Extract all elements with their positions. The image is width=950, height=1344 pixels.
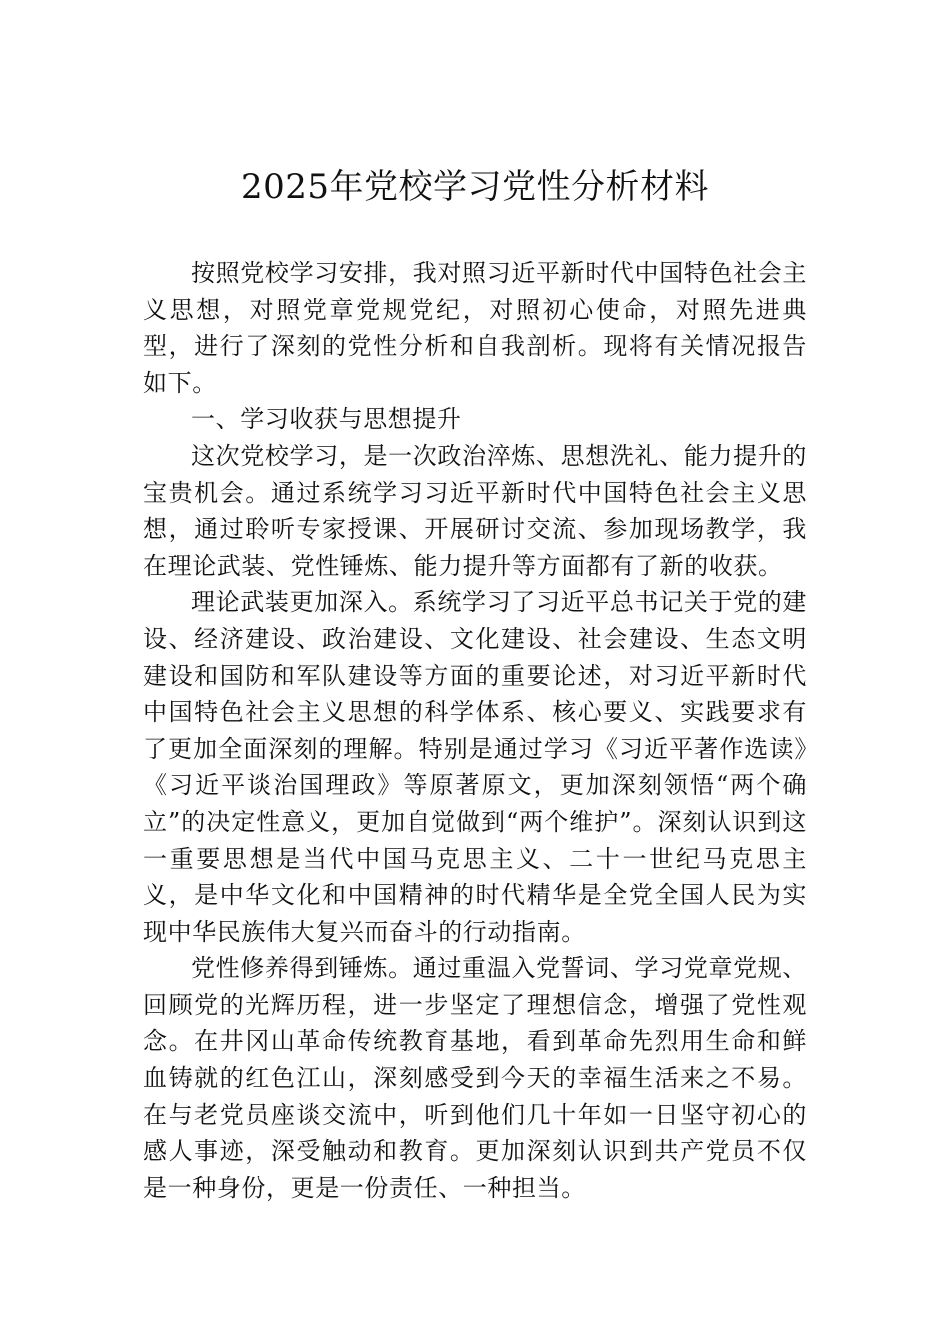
document-title: 2025年党校学习党性分析材料 [240,167,710,207]
section-1-paragraph-3: 党性修养得到锤炼。通过重温入党誓词、学习党章党规、回顾党的光辉历程，进一步坚定了理想信念，增强了党性观念。在井冈山革命传统教育基地，看到革命先烈用生命和鲜血铸就的红色江山，深刻感受到今天的幸福生活来之不易。在与老党员座谈交流中，听到他们几十年如一日坚守初心的感人事迹，深受触动和教育。更加深刻认识到共产党员不仅是一种身份，更是一份责任、一种担当。 [143,954,807,1202]
section-heading-1: 一、学习收获与思想提升 [191,405,462,434]
section-1-paragraph-1: 这次党校学习，是一次政治淬炼、思想洗礼、能力提升的宝贵机会。通过系统学习习近平新时代中国特色社会主义思想，通过聆听专家授课、开展研讨交流、参加现场教学，我在理论武装、党性锤炼、能力提升等方面都有了新的收获。 [143,441,807,580]
section-1-paragraph-2: 理论武装更加深入。系统学习了习近平总书记关于党的建设、经济建设、政治建设、文化建设、社会建设、生态文明建设和国防和军队建设等方面的重要论述，对习近平新时代中国特色社会主义思想的科学体系、核心要义、实践要求有了更加全面深刻的理解。特别是通过学习《习近平著作选读》《习近平谈治国理政》等原著原文，更加深刻领悟“两个确立”的决定性意义，更加自觉做到“两个维护”。深刻认识到这一重要思想是当代中国马克思主义、二十一世纪马克思主义，是中华文化和中国精神的时代精华是全党全国人民为实现中华民族伟大复兴而奋斗的行动指南。 [143,588,807,946]
document-body [143,255,807,1206]
intro-paragraph: 按照党校学习安排，我对照习近平新时代中国特色社会主义思想，对照党章党规党纪，对照初心使命，对照先进典型，进行了深刻的党性分析和自我剖析。现将有关情况报告如下。 [143,259,807,397]
